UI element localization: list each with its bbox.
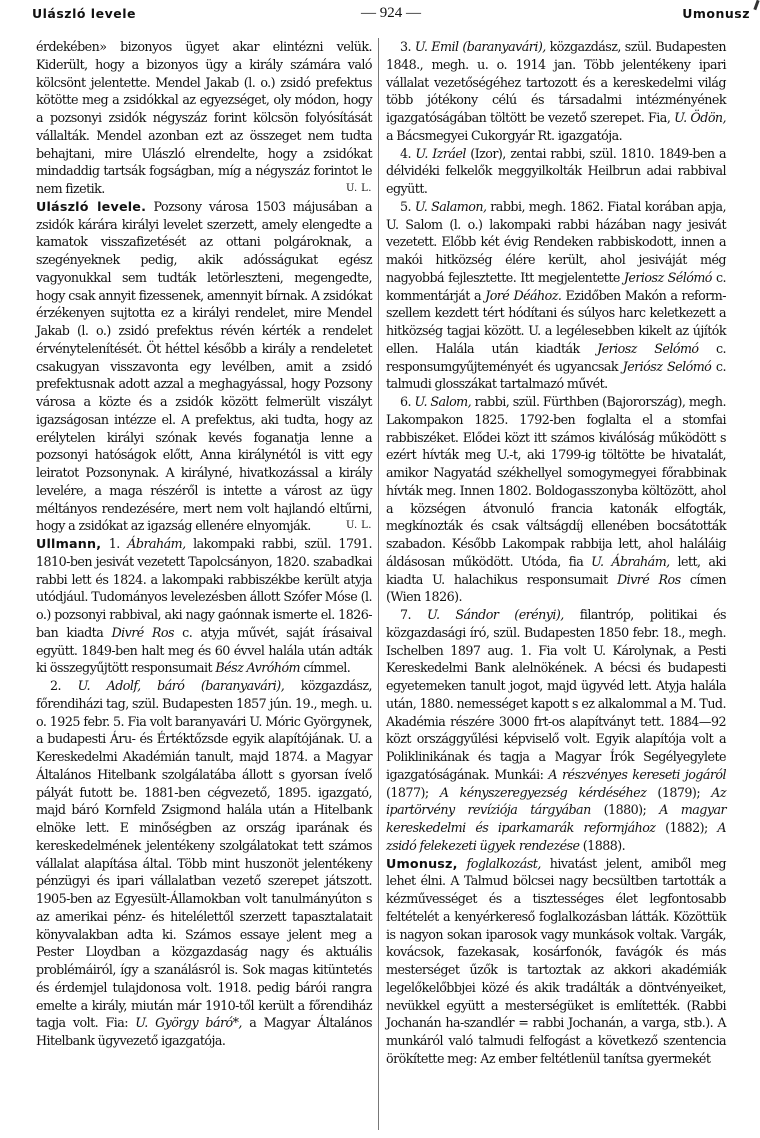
entry-continuation: érdekében» bizonyos ügyet akar elintézni velük. Kiderült, hogy a bizonyos ügy a király számára való kölcsönt jelentette. Mendel Jakab (l. o.) zsidó prefektus kötötte meg a zsidókkal az egyezséget, oly módon, hogy a pozsonyi zsidók négyszáz forint kölcsön folyósítását vállalták. Mendel azonban ezt az összeget nem tudta behajtani, mire Ulászló elrendelte, hogy a zsidókat mindaddig tartsák fogságban, míg a négyszáz forintot le nem fizetik. U. L.: [36, 39, 372, 196]
corner-mark: [753, 0, 759, 10]
entry-ullmann-6: 6. U. Salom, rabbi, szül. Fürthben (Bajorország), megh. Lakompakon 1825. 1792-ben foglalta el a stomfai rabbiszéket. Elődei közt itt számos kiválóság működött s ezért hívták meg U.-t, aki 1799-ig töltötte be hivatalát, amikor Nagyatád székhellyel somogymegyei főrabbinak hívták meg. Innen 1802. Boldogasszonyba költözött, ahol a községen átvonuló francia katonák elfogták, megkínozták és csak váltságdíj ellenében bocsátották szabadon. Később Lakompak rabbija lett, ahol haláláig áldásosan működött. Utóda, fia U. Ábrahám, lett, aki kiadta U. halachikus responsumait Divré Ros címen (Wien 1826).: [386, 394, 726, 605]
entry-ullmann-3: 3. U. Emil (baranyavári), közgazdász, szül. Budapesten 1848., megh. u. o. 1914 jan. Több jelentékeny ipari vállalat vezetőségéhez tartozott és a kereskedelmi világ több jótékony célú és társadalmi intézményének igazgatóságában töltött be vezető szerepet. Fia, U. Ödön, a Bácsmegyei Cukorgyár Rt. igazgatója.: [386, 39, 727, 143]
entry-ullmann-4: 4. U. Izráel (Izor), zentai rabbi, szül. 1810. 1849-ben a délvidéki felkelők meggyilkolták Heilbrun adai rabbival együtt.: [386, 145, 726, 196]
column-divider: [378, 38, 379, 1130]
author-signature: U. L.: [346, 183, 372, 194]
header-right-title: Umonusz: [682, 6, 750, 21]
entry-ullmann-1: Ullmann, 1. Ábrahám, lakompaki rabbi, szül. 1791. 1810-ben jesivát vezetett Tapolcsányon, 1820. szabadkai rabbi lett és 1824. a lakompaki rabbiszékbe került atyja utódjául. Tudományos levelezésben állott Szófer Móse (l. o.) pozsonyi rabbival, aki nagy gaónnak ismerte el. 1826-ban kiadta Divré Ros c. atyja művét, saját írásaival együtt. 1849-ben halt meg és 60 évvel halála után adták ki összegyűjtött responsumait Bész Avróhóm címmel.: [36, 536, 372, 676]
entry-ullmann-2: 2. U. Adolf, báró (baranyavári), közgazdász, főrendiházi tag, szül. Budapesten 1857 jún. 19., megh. u. o. 1925 febr. 5. Fia volt baranyavári U. Móric Györgynek, a budapesti Áru- és Értéktőzsde egyik alapítójának. U. a Kereskedelmi Akadémián tanult, majd 1874. a Magyar Általános Hitelbank szolgálatába állott s gyorsan ívelő pályát futott be. 1881-ben cégvezető, 1895. igazgató, majd báró Kornfeld Zsigmond halála után a Hitelbank elnöke lett. E minőségben az ország iparának és kereskedelmének jelentékeny szolgálatokat tett számos vállalat alapítása által. Több mint huszonöt jelentékeny pénzügyi és ipari vállalatban vezető szerepet játszott. 1905-ben az Egyesült-Államokban volt tanulmányúton s az amerikai pénz- és hitelélettől szerzett tapasztalatait könyvalakban adta ki. Számos essaye jelent meg a Pester Lloydban a közgazdaság nagy és aktuális problémáiról, így a szanálásról is. Sok magas kitüntetés és érdemjel tulajdonosa volt. 1918. pedig bárói rangra emelte a király, miután már 1910-től került a főrendiház tagja volt. Fia: U. György báró*, a Magyar Általános Hitelbank ügyvezető igazgatója.: [36, 678, 372, 1048]
running-header: [32, 6, 750, 32]
header-left-title: Ulászló levele: [32, 6, 136, 21]
entry-headword: Ulászló levele.: [36, 198, 147, 214]
right-column: [386, 38, 726, 1068]
page-number: — 924 —: [361, 5, 421, 21]
left-column: [36, 38, 372, 1050]
entry-headword: Umonusz,: [386, 855, 458, 871]
author-signature: U. L.: [346, 520, 372, 532]
entry-umonusz: Umonusz, foglalkozást, hivatást jelent, amiből meg lehet élni. A Talmud bölcsei nagy becsültben tartották a kézművességet és a tisztességes élet legfontosabb feltételét a kenyérkereső foglalkozásban látták. Közöttük is nagyon sokan iparosok vagy munkások voltak. Vargák, kovácsok, fazekasak, kosárfonók, favágók és más mesterséget űzők is tartoztak az akkori akadémiák legelőkelőbbjei közé és akik tradálták a döntvényeiket, nevükkel együtt a mesterségüket is említették. (Rabbi Jochanán ha-szandlér = rabbi Jochanán, a varga, stb.). A munkáról való talmudi felfogást a következő szentencia örökítette meg: Az ember feltétlenül tanítsa gyermekét: [386, 855, 726, 1066]
entry-headword: Ullmann,: [36, 536, 102, 551]
entry-ullmann-5: 5. U. Salamon, rabbi, megh. 1862. Fiatal korában apja, U. Salom (l. o.) lakompaki rabbi házában nagy jesivát vezetett. Előbb két évig Rendeken rabbiskodott, innen a makói hitközség élére került, ahol jesiváját még nagyobbá fejlesztette. Itt megjelentette Jeriosz Sélómó c. kommentárját a Joré Déához. Ezidőben Makón a reform-szellem kezdett tért hódítani és súlyos harc keletkezett a hitközség tagjai között. U. a legélesebben kikelt az újítók ellen. Halála után kiadták Jeriosz Selómó c. responsumgyűjteményét és ugyancsak Jeriósz Selómó c. talmudi glosszákat tartalmazó művét.: [386, 198, 727, 392]
entry-ullmann-7: 7. U. Sándor (erényi), filantróp, politikai és közgazdasági író, szül. Budapesten 1850 febr. 18., megh. Ischelben 1897 aug. 1. Fia volt U. Károlynak, a Pesti Kereskedelmi Bank alelnökének. A bécsi és budapesti egyetemeken tanult jogot, majd ügyvéd lett. Atyja halála után, 1880. nemességet kapott s ez alkalommal a M. Tud. Akadémia részére 3000 frt-os alapítványt tett. 1884—92 közt országgyűlési képviselő volt. Egyik alapítója volt a Poliklinikának és tagja a Magyar Írók Segélyegylete igazgatóságának. Munkái: A részvényes kereseti jogáról (1877); A kényszeregyezség kérdéséhez (1879); Az ipartörvény revíziója tárgyában (1880); A magyar kereskedelmi és iparkamarák reformjához (1882); A zsidó felekezeti ügyek rendezése (1888).: [386, 607, 727, 853]
entry-ulaszlo-levele: Ulászló levele. Pozsony városa 1503 májusában a zsidók kárára királyi levelet szerzett, amely elengedte a kamatok visszafizetését az ottani polgároknak, a szegényeknek pedig, akik adósságukat egész vagyonukkal sem tudták letörleszteni, megengedte, hogy csak annyit fizessenek, amennyit bírnak. A zsidókat érzékenyen sujtotta ez a királyi rendelet, mire Mendel Jakab (l. o.) zsidó prefektus révén kérték a rendelet érvénytelenítését. Öt héttel később a király a rendeletet csakugyan visszavonta egy levélben, amit a zsidó prefektusnak adott azzal a meghagyással, hogy Pozsony városa a közte és a zsidók között felmerült viszályt igazságosan intézze el. A prefektus, aki tudta, hogy az erélytelen királyi szónak kevés foganatja lenne a pozsonyi hatóságok előtt, Anna királynétól is vitt egy leiratot Pozsonynak. A királyné, hivatkozással a király levelére, a maga részéről is intette a várost az ügy méltányos rendezésére, mert nem volt hajlandó eltűrni, hogy a zsidókat az igazság ellenére elnyomják. U. L.: [36, 198, 372, 534]
